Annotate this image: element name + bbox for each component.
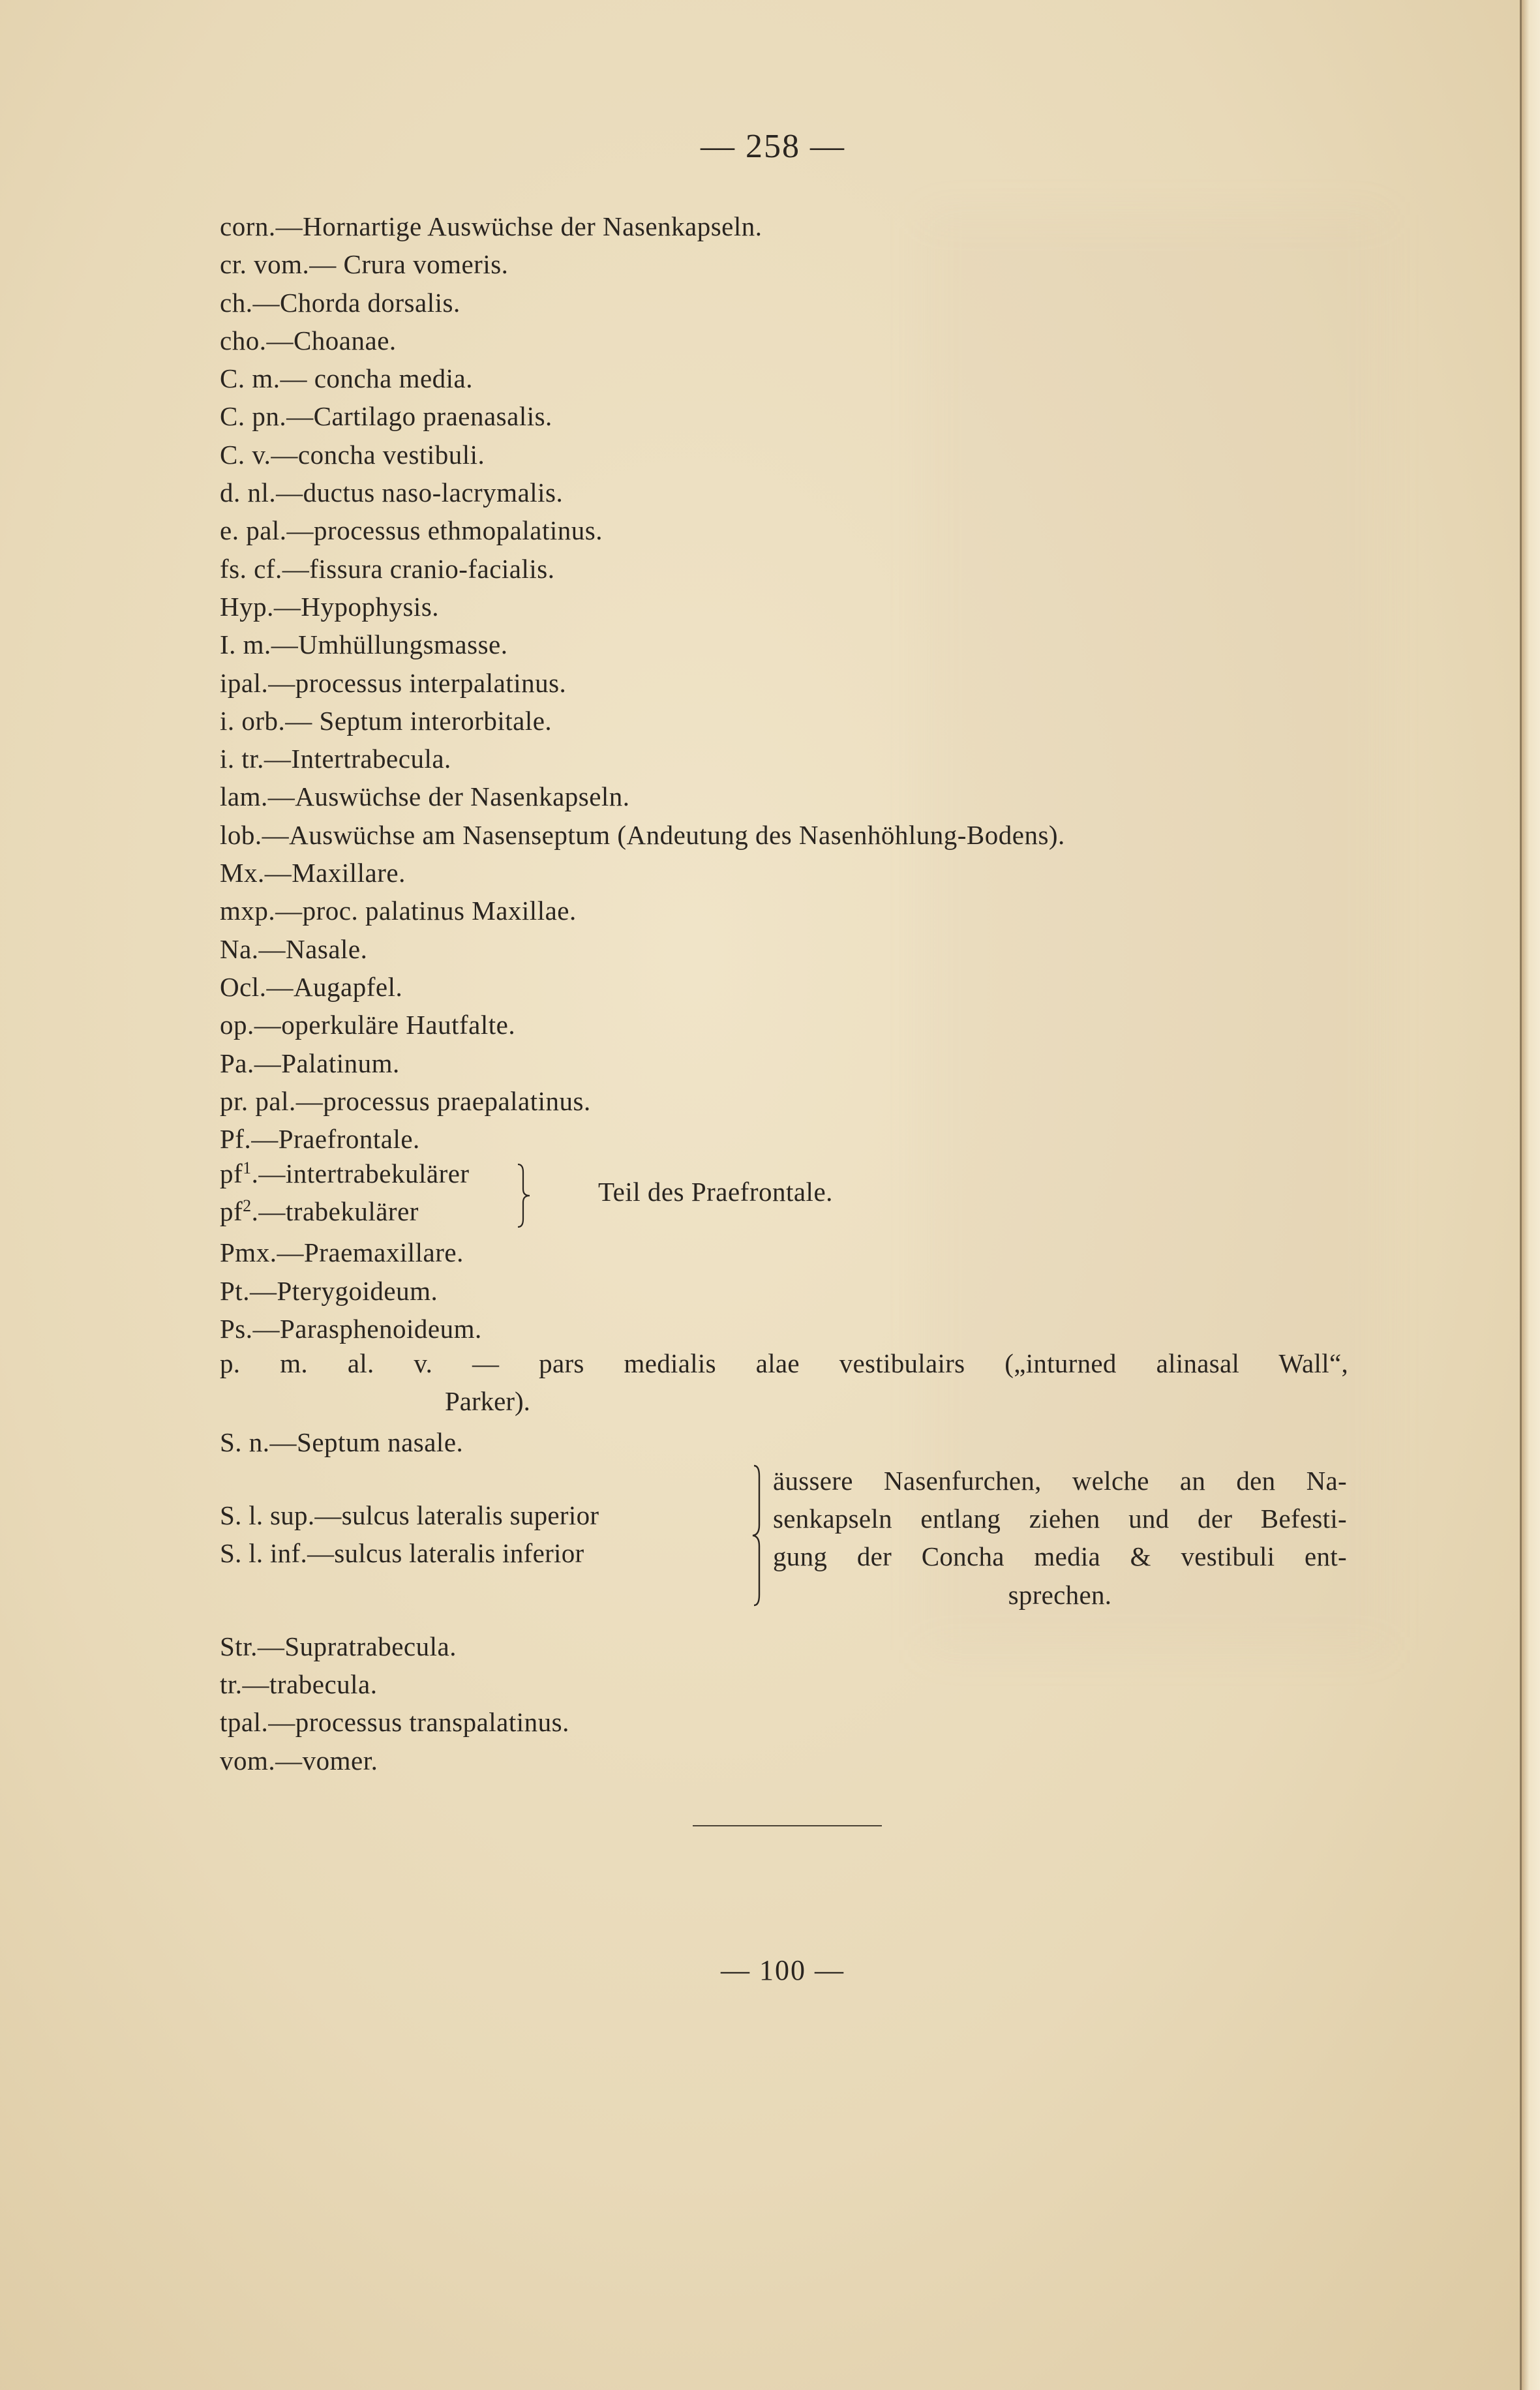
- abbreviation-entry: tpal.—processus transpalatinus.: [220, 1707, 569, 1738]
- pf2-entry: $pf^2.—trabekulärer$: [220, 1196, 419, 1227]
- abbreviation-entry: cr. vom.— Crura vomeris.: [220, 249, 509, 280]
- entry-group-a: [220, 207, 1368, 1158]
- sulcus-note-line: gung der Concha media & vestibuli ent-: [773, 1541, 1347, 1572]
- pmav-line1: p. m. al. v. — pars medialis alae vestibulairs („inturned alinasal Wall“,: [220, 1348, 1348, 1379]
- abbreviation-entry: Pt.—Pterygoideum.: [220, 1275, 438, 1306]
- footer-page-number: — 100 —: [721, 1954, 845, 1986]
- pf-note: Teil des Praefrontale.: [598, 1177, 833, 1207]
- abbreviation-entry: Na.—Nasale.: [220, 933, 368, 964]
- abbreviation-entry: Pf.—Praefrontale.: [220, 1124, 420, 1155]
- abbreviation-entry: op.—operkuläre Hautfalte.: [220, 1010, 516, 1040]
- pmav-line2: Parker).: [445, 1386, 530, 1417]
- horizontal-rule: [693, 1825, 882, 1826]
- sulcus-note: [773, 1462, 1347, 1614]
- abbreviation-entry: Hyp.—Hypophysis.: [220, 591, 440, 622]
- abbreviation-entry: e. pal.—processus ethmopalatinus.: [220, 515, 603, 546]
- left-brace-icon: [751, 1463, 768, 1608]
- entry-group-d: [220, 1627, 1368, 1779]
- abbreviation-entry: tr.—trabecula.: [220, 1669, 378, 1699]
- pf-group: [220, 1158, 1368, 1233]
- abbreviation-entry: i. tr.—Intertrabecula.: [220, 744, 451, 774]
- abbreviation-entry: Ps.—Parasphenoideum.: [220, 1314, 482, 1344]
- abbreviation-entry: C. pn.—Cartilago praenasalis.: [220, 401, 552, 432]
- abbreviation-entry: Ocl.—Augapfel.: [220, 971, 403, 1002]
- right-brace-icon: [517, 1163, 531, 1228]
- abbreviation-entry: I. m.—Umhüllungsmasse.: [220, 629, 508, 660]
- pf1-entry: $pf^1.—intertrabekulärer$: [220, 1158, 470, 1189]
- abbreviation-entry: Pmx.—Praemaxillare.: [220, 1237, 464, 1268]
- abbreviation-entry: C. m.— concha media.: [220, 363, 474, 394]
- abbreviation-entry: corn.—Hornartige Auswüchse der Nasenkapseln.: [220, 211, 762, 241]
- sulcus-group: [220, 1462, 1368, 1614]
- sulcus-note-line: senkapseln entlang ziehen und der Befesti-: [773, 1503, 1347, 1534]
- abbreviation-entry: Pa.—Palatinum.: [220, 1048, 400, 1078]
- page-number: — 258 —: [701, 128, 845, 165]
- abbreviation-entry: S. n.—Septum nasale.: [220, 1427, 464, 1458]
- abbreviation-entry: lob.—Auswüchse am Nasenseptum (Andeutung des Nasenhöhlung-Bodens).: [220, 819, 1065, 850]
- abbreviation-entry: lam.—Auswüchse der Nasenkapseln.: [220, 781, 630, 812]
- abbreviation-entry: fs. cf.—fissura cranio-facialis.: [220, 553, 555, 584]
- abbreviation-list: [220, 207, 1368, 1779]
- abbreviation-entry: vom.—vomer.: [220, 1745, 378, 1776]
- abbreviation-entry: Str.—Supratrabecula.: [220, 1631, 457, 1661]
- spacer: [220, 1614, 1368, 1627]
- entry-group-c: [220, 1423, 1368, 1461]
- abbreviation-entry: Mx.—Maxillare.: [220, 858, 406, 888]
- pmav-entry: [220, 1348, 1368, 1423]
- sulcus-inferior-entry: S. l. inf.—sulcus lateralis inferior: [220, 1537, 584, 1568]
- page-edge: [1520, 0, 1540, 2390]
- abbreviation-entry: ipal.—processus interpalatinus.: [220, 667, 567, 698]
- sulcus-superior-entry: S. l. sup.—sulcus lateralis superior: [220, 1500, 599, 1530]
- sulcus-note-line: sprechen.: [1008, 1579, 1112, 1610]
- sulcus-note-line: äussere Nasenfurchen, welche an den Na-: [773, 1465, 1347, 1496]
- abbreviation-entry: ch.—Chorda dorsalis.: [220, 287, 460, 318]
- abbreviation-entry: cho.—Choanae.: [220, 325, 397, 355]
- abbreviation-entry: C. v.—concha vestibuli.: [220, 439, 485, 470]
- abbreviation-entry: i. orb.— Septum interorbitale.: [220, 705, 552, 736]
- abbreviation-entry: mxp.—proc. palatinus Maxillae.: [220, 896, 577, 926]
- abbreviation-entry: pr. pal.—processus praepalatinus.: [220, 1085, 591, 1116]
- abbreviation-entry: d. nl.—ductus naso-lacrymalis.: [220, 477, 564, 508]
- entry-group-b: [220, 1233, 1368, 1348]
